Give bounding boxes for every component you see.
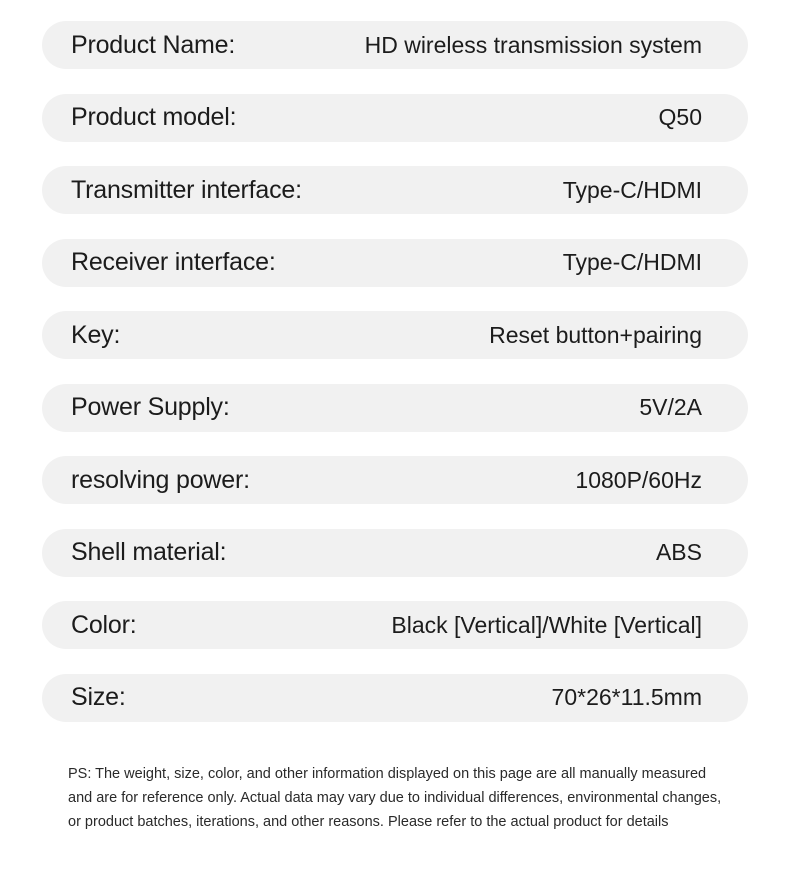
spec-label: Receiver interface: — [71, 248, 276, 276]
spec-value: 5V/2A — [639, 394, 702, 420]
spec-label: Key: — [71, 320, 121, 349]
spec-label: Product Name: — [71, 30, 236, 59]
spec-row-power-supply — [42, 384, 748, 432]
spec-row-product-name — [42, 21, 748, 69]
spec-row-transmitter-interface — [42, 166, 748, 214]
spec-label: Product model: — [71, 103, 237, 131]
spec-row-receiver-interface — [42, 239, 748, 287]
spec-row-product-model — [42, 94, 748, 142]
spec-value: Reset button+pairing — [489, 321, 702, 348]
spec-row-resolving-power — [42, 456, 748, 504]
spec-row-color — [42, 601, 748, 649]
spec-value: HD wireless transmission system — [364, 31, 702, 58]
spec-label: Color: — [71, 610, 137, 639]
spec-label: Size: — [71, 683, 126, 711]
spec-value: 70*26*11.5mm — [551, 684, 702, 710]
spec-value: Type-C/HDMI — [562, 249, 702, 275]
spec-value: Black [Vertical]/White [Vertical] — [391, 611, 702, 638]
spec-list — [42, 21, 748, 746]
spec-row-shell-material — [42, 529, 748, 577]
disclaimer-note: PS: The weight, size, color, and other information displayed on this page are all manually measured and are for reference only. Actual data may vary due to individual differences, environmental changes, or product batches, iterations, and other reasons. Please refer to the actual product for details — [68, 766, 722, 830]
spec-row-size — [42, 674, 748, 722]
spec-row-key — [42, 311, 748, 359]
spec-label: resolving power: — [71, 465, 250, 494]
spec-value: Type-C/HDMI — [562, 176, 702, 203]
spec-value: ABS — [655, 539, 702, 565]
spec-label: Shell material: — [71, 538, 227, 566]
spec-label: Power Supply: — [71, 393, 230, 421]
spec-label: Transmitter interface: — [71, 175, 302, 204]
spec-value: Q50 — [658, 104, 702, 130]
spec-value: 1080P/60Hz — [575, 466, 702, 493]
